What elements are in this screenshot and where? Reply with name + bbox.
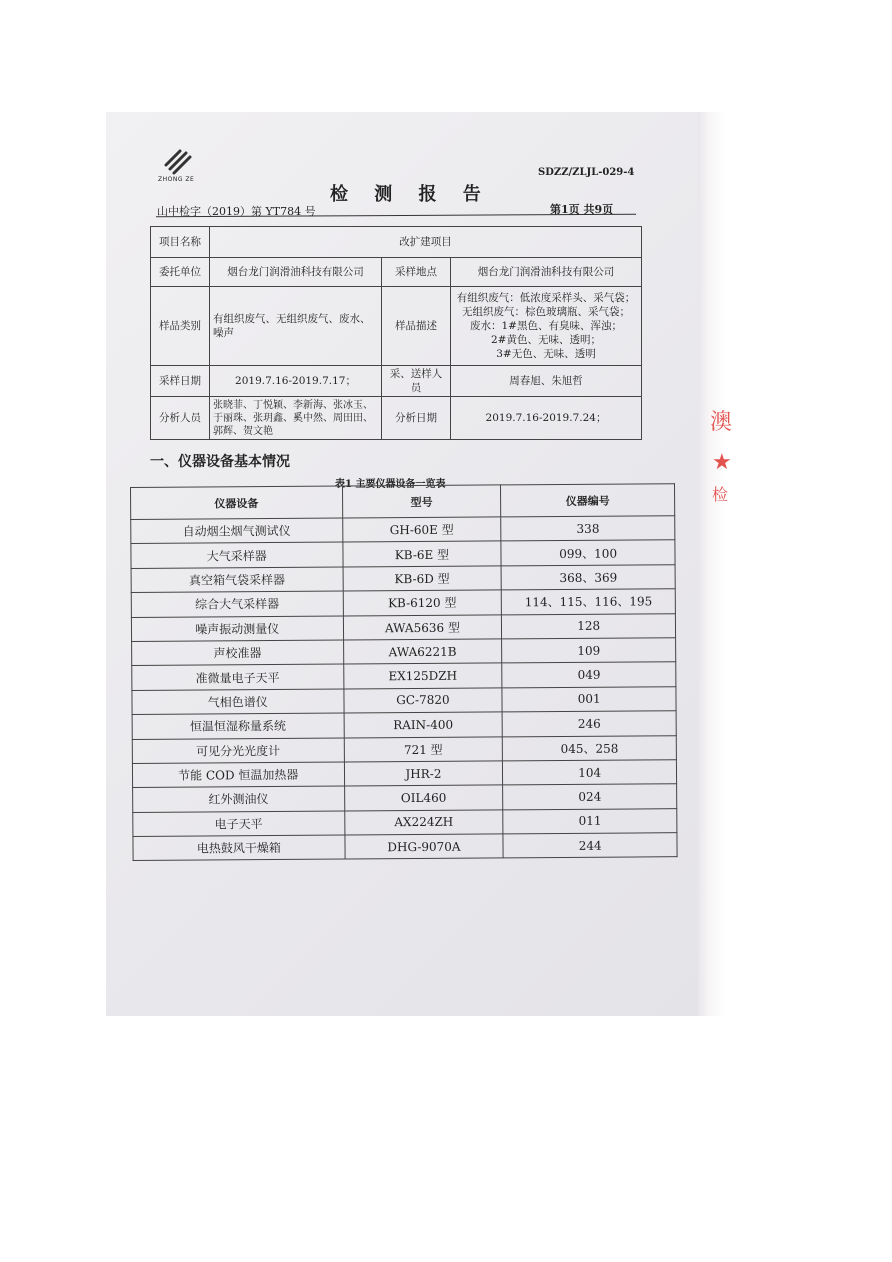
page-indicator: 第1页 共9页 bbox=[550, 203, 614, 216]
table-cell: 368、369 bbox=[501, 564, 675, 590]
analysis-date-label: 分析日期 bbox=[382, 397, 451, 440]
table-cell: 338 bbox=[501, 516, 675, 542]
table-cell: 电子天平 bbox=[133, 811, 345, 837]
site-value: 烟台龙门润滑油科技有限公司 bbox=[451, 258, 642, 287]
desc-line: 有组织废气：低浓度采样头、采气袋； bbox=[456, 292, 636, 304]
table-cell: 244 bbox=[503, 833, 677, 859]
table-cell: 可见分光光度计 bbox=[132, 738, 344, 764]
table-cell: OIL460 bbox=[344, 785, 503, 810]
table-cell: KB-6D 型 bbox=[343, 566, 502, 591]
sampling-date-value: 2019.7.16-2019.7.17； bbox=[210, 366, 382, 397]
table-row bbox=[151, 287, 642, 366]
project-label: 项目名称 bbox=[151, 227, 210, 258]
document-code: SDZZ/ZLJL-029-4 bbox=[538, 167, 635, 178]
table-caption: 表1 主要仪器设备一览表 bbox=[335, 479, 446, 490]
table-cell: AX224ZH bbox=[344, 810, 503, 835]
table-row bbox=[151, 397, 642, 440]
column-header: 型号 bbox=[342, 485, 501, 518]
table-cell: 049 bbox=[502, 662, 676, 688]
table-row bbox=[131, 613, 675, 641]
desc-line: 3#无色、无味、透明 bbox=[496, 348, 596, 360]
sampling-date-label: 采样日期 bbox=[151, 366, 210, 397]
table-cell: 024 bbox=[503, 784, 677, 810]
table-cell: JHR-2 bbox=[344, 761, 503, 786]
table-cell: 恒温恒湿称量系统 bbox=[132, 713, 344, 739]
category-label: 样品类别 bbox=[151, 287, 210, 366]
table-row bbox=[133, 833, 677, 861]
table-cell: 104 bbox=[503, 760, 677, 786]
table-cell: 128 bbox=[502, 613, 676, 639]
stamp-fragment: 检 bbox=[712, 485, 729, 504]
table-row bbox=[151, 366, 642, 397]
logo-text: ZHONG ZE bbox=[158, 176, 195, 183]
column-header: 仪器设备 bbox=[131, 486, 343, 519]
table-cell: 114、115、116、195 bbox=[502, 589, 676, 615]
table-cell: KB-6E 型 bbox=[342, 541, 501, 566]
table-cell: 声校准器 bbox=[132, 640, 344, 666]
table-cell: DHG-9070A bbox=[344, 834, 503, 859]
analyst-value: 张晓菲、丁悦颖、李新海、张冰玉、于丽珠、张玥鑫、奚中然、周田田、郭辉、贺文艳 bbox=[210, 397, 382, 440]
sampler-label: 采、送样人员 bbox=[382, 366, 451, 397]
table-cell: KB-6120 型 bbox=[343, 590, 502, 615]
analyst-label: 分析人员 bbox=[151, 397, 210, 440]
desc-line: 2#黄色、无味、透明； bbox=[491, 334, 601, 346]
table-cell: GC-7820 bbox=[343, 688, 502, 713]
table-cell: 011 bbox=[503, 808, 677, 834]
table-cell: 综合大气采样器 bbox=[131, 591, 343, 617]
project-value: 改扩建项目 bbox=[210, 227, 642, 258]
table-cell: RAIN-400 bbox=[344, 712, 503, 737]
desc-line: 无组织废气：棕色玻璃瓶、采气袋； bbox=[462, 306, 630, 318]
desc-line: 废水：1#黑色、有臭味、浑浊； bbox=[470, 320, 622, 332]
table-cell: 大气采样器 bbox=[131, 542, 343, 568]
table-row bbox=[132, 686, 676, 714]
client-label: 委托单位 bbox=[151, 258, 210, 287]
page-title: 检 测 报 告 bbox=[330, 184, 491, 205]
stamp-star-icon: ★ bbox=[712, 450, 732, 475]
table-cell: AWA5636 型 bbox=[343, 614, 502, 639]
table-cell: 109 bbox=[502, 638, 676, 664]
table-cell: 红外测油仪 bbox=[133, 786, 345, 812]
table-cell: 自动烟尘烟气测试仪 bbox=[131, 518, 343, 544]
table-row bbox=[132, 711, 676, 739]
table-cell: AWA6221B bbox=[343, 639, 502, 664]
table-cell: 246 bbox=[502, 711, 676, 737]
table-cell: 721 型 bbox=[344, 736, 503, 761]
equipment-table bbox=[130, 483, 678, 861]
table-row bbox=[133, 784, 677, 812]
table-row bbox=[132, 638, 676, 666]
section-title: 一、仪器设备基本情况 bbox=[150, 454, 290, 470]
table-row bbox=[132, 735, 676, 763]
table-cell: EX125DZH bbox=[343, 663, 502, 688]
table-row bbox=[151, 227, 642, 258]
table-cell: GH-60E 型 bbox=[342, 517, 501, 542]
table-row bbox=[133, 808, 677, 836]
info-table bbox=[150, 226, 642, 440]
category-value: 有组织废气、无组织废气、废水、噪声 bbox=[210, 287, 382, 366]
table-cell: 节能 COD 恒温加热器 bbox=[132, 762, 344, 788]
table-cell: 气相色谱仪 bbox=[132, 689, 344, 715]
table-row bbox=[131, 589, 675, 617]
table-cell: 噪声振动测量仪 bbox=[131, 616, 343, 642]
table-row bbox=[132, 662, 676, 690]
table-cell: 001 bbox=[502, 686, 676, 712]
sampler-value: 周春旭、朱旭哲 bbox=[451, 366, 642, 397]
table-row bbox=[132, 760, 676, 788]
table-cell: 准微量电子天平 bbox=[132, 664, 344, 690]
company-logo-icon bbox=[160, 143, 200, 179]
paper-edge bbox=[698, 112, 729, 1016]
table-cell: 真空箱气袋采样器 bbox=[131, 567, 343, 593]
table-header-row bbox=[131, 484, 675, 520]
table-cell: 099、100 bbox=[501, 540, 675, 566]
report-number: 山中检字（2019）第 YT784 号 bbox=[157, 205, 316, 218]
analysis-date-value: 2019.7.16-2019.7.24； bbox=[451, 397, 642, 440]
column-header: 仪器编号 bbox=[501, 484, 675, 517]
table-row bbox=[151, 258, 642, 287]
table-cell: 电热鼓风干燥箱 bbox=[133, 835, 345, 861]
stamp-fragment: 澳 bbox=[710, 410, 733, 435]
client-value: 烟台龙门润滑油科技有限公司 bbox=[210, 258, 382, 287]
desc-label: 样品描述 bbox=[382, 287, 451, 366]
table-cell: 045、258 bbox=[503, 735, 677, 761]
site-label: 采样地点 bbox=[382, 258, 451, 287]
desc-value bbox=[451, 287, 642, 366]
